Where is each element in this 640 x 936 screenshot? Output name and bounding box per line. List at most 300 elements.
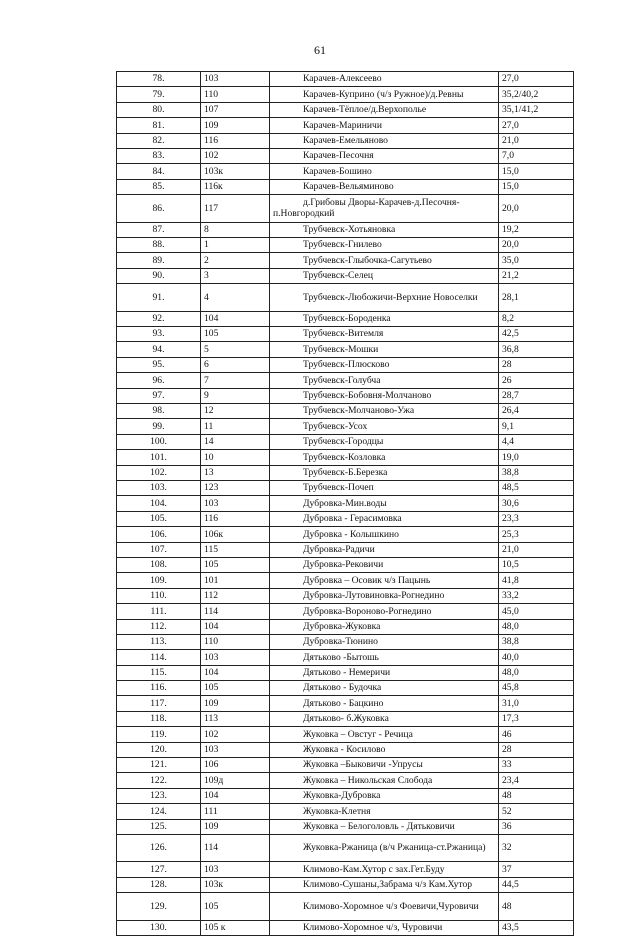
row-number-cell: 130. xyxy=(117,920,201,935)
distance-cell: 36,8 xyxy=(499,342,574,357)
route-number-cell: 105 xyxy=(201,327,270,342)
route-name-text: Карачев-Алексеево xyxy=(303,73,382,85)
table-row xyxy=(117,342,574,357)
route-name-cell xyxy=(270,893,499,921)
route-name-text: Трубчевск-Молчаново-Ужа xyxy=(303,405,415,417)
route-name-cell xyxy=(270,419,499,434)
route-number-cell: 109 xyxy=(201,696,270,711)
distance-cell: 44,5 xyxy=(499,877,574,892)
route-number-cell: 101 xyxy=(201,573,270,588)
route-number-cell: 107 xyxy=(201,102,270,117)
table-row xyxy=(117,373,574,388)
route-name-text: Трубчевск-Любожичи-Верхние Новоселки xyxy=(303,291,478,303)
row-number-cell: 99. xyxy=(117,419,201,434)
route-name-text: Трубчевск-Плюсково xyxy=(303,359,390,371)
route-name-cell xyxy=(270,164,499,179)
row-number-cell: 107. xyxy=(117,542,201,557)
route-number-cell: 109 xyxy=(201,819,270,834)
route-number-cell: 13 xyxy=(201,465,270,480)
route-number-cell: 103 xyxy=(201,742,270,757)
table-row xyxy=(117,480,574,495)
row-number-cell: 84. xyxy=(117,164,201,179)
distance-cell: 46 xyxy=(499,727,574,742)
route-name-text: Дубровка-Мин.воды xyxy=(303,497,387,509)
row-number-cell: 91. xyxy=(117,284,201,312)
table-row xyxy=(117,588,574,603)
table-row xyxy=(117,834,574,862)
distance-cell: 7,0 xyxy=(499,148,574,163)
route-name-cell xyxy=(270,311,499,326)
route-number-cell: 106 xyxy=(201,758,270,773)
route-name-cell xyxy=(270,527,499,542)
route-name-cell xyxy=(270,133,499,148)
table-row xyxy=(117,419,574,434)
table-row xyxy=(117,804,574,819)
route-number-cell: 1 xyxy=(201,238,270,253)
route-name-text: Жуковка – Овстуг - Речица xyxy=(303,728,413,740)
row-number-cell: 129. xyxy=(117,893,201,921)
row-number-cell: 86. xyxy=(117,195,201,223)
table-row xyxy=(117,862,574,877)
route-name-cell xyxy=(270,72,499,87)
distance-cell: 48 xyxy=(499,893,574,921)
route-name-text: Жуковка – Никольская Слобода xyxy=(303,774,433,786)
route-name-text: Жуковка-Клетня xyxy=(303,805,371,817)
row-number-cell: 102. xyxy=(117,465,201,480)
route-number-cell: 14 xyxy=(201,434,270,449)
row-number-cell: 88. xyxy=(117,238,201,253)
table-row xyxy=(117,238,574,253)
table-row xyxy=(117,465,574,480)
route-number-cell: 109д xyxy=(201,773,270,788)
route-number-cell: 105 xyxy=(201,557,270,572)
route-name-cell xyxy=(270,557,499,572)
table-row xyxy=(117,758,574,773)
distance-cell: 48,0 xyxy=(499,619,574,634)
route-name-text: Климово-Кам.Хутор с зах.Гет.Буду xyxy=(303,863,445,875)
page-number: 61 xyxy=(314,43,326,57)
row-number-cell: 106. xyxy=(117,527,201,542)
route-name-cell xyxy=(270,357,499,372)
route-number-cell: 6 xyxy=(201,357,270,372)
route-name-cell xyxy=(270,268,499,283)
distance-cell: 45,8 xyxy=(499,681,574,696)
route-number-cell: 112 xyxy=(201,588,270,603)
distance-cell: 15,0 xyxy=(499,179,574,194)
route-number-cell: 11 xyxy=(201,419,270,434)
distance-cell: 21,0 xyxy=(499,542,574,557)
row-number-cell: 112. xyxy=(117,619,201,634)
route-name-cell xyxy=(270,434,499,449)
table-row xyxy=(117,634,574,649)
distance-cell: 30,6 xyxy=(499,496,574,511)
route-name-cell xyxy=(270,87,499,102)
route-name-text: Трубчевск-Усох xyxy=(303,420,368,432)
table-row xyxy=(117,179,574,194)
table-row xyxy=(117,681,574,696)
route-name-cell xyxy=(270,373,499,388)
route-number-cell: 102 xyxy=(201,148,270,163)
route-name-text: Трубчевск-Хотьяновка xyxy=(303,224,396,236)
route-name-cell xyxy=(270,342,499,357)
row-number-cell: 125. xyxy=(117,819,201,834)
route-name-text: Дятьково - Немеричи xyxy=(303,667,391,679)
table-row xyxy=(117,511,574,526)
table-row xyxy=(117,650,574,665)
route-name-cell xyxy=(270,102,499,117)
row-number-cell: 111. xyxy=(117,604,201,619)
route-name-cell xyxy=(270,179,499,194)
distance-cell: 21,2 xyxy=(499,268,574,283)
distance-cell: 10,5 xyxy=(499,557,574,572)
table-row xyxy=(117,164,574,179)
route-name-text: Жуковка-Дубровка xyxy=(303,790,381,802)
route-name-cell xyxy=(270,253,499,268)
table-row xyxy=(117,87,574,102)
table-row xyxy=(117,388,574,403)
table-row xyxy=(117,311,574,326)
table-row xyxy=(117,450,574,465)
route-number-cell: 8 xyxy=(201,222,270,237)
row-number-cell: 90. xyxy=(117,268,201,283)
row-number-cell: 118. xyxy=(117,711,201,726)
table-row xyxy=(117,72,574,87)
row-number-cell: 100. xyxy=(117,434,201,449)
route-number-cell: 111 xyxy=(201,804,270,819)
route-name-text: Жуковка –Быковичи -Упрусы xyxy=(303,759,423,771)
route-name-text: Трубчевск-Бобовня-Молчаново xyxy=(303,390,432,402)
route-number-cell: 116к xyxy=(201,179,270,194)
routes-table xyxy=(116,71,574,936)
route-name-text: Дятьково- б.Жуковка xyxy=(303,713,389,725)
route-name-text: Жуковка – Белоголовль - Дятьковичи xyxy=(303,820,455,832)
route-number-cell: 114 xyxy=(201,834,270,862)
distance-cell: 35,1/41,2 xyxy=(499,102,574,117)
route-name-cell xyxy=(270,819,499,834)
row-number-cell: 85. xyxy=(117,179,201,194)
distance-cell: 28,7 xyxy=(499,388,574,403)
table-row xyxy=(117,102,574,117)
distance-cell: 9,1 xyxy=(499,419,574,434)
route-name-cell xyxy=(270,542,499,557)
table-row xyxy=(117,727,574,742)
route-name-cell xyxy=(270,650,499,665)
distance-cell: 20,0 xyxy=(499,195,574,223)
table-row xyxy=(117,788,574,803)
route-number-cell: 103 xyxy=(201,72,270,87)
route-name-cell xyxy=(270,727,499,742)
row-number-cell: 79. xyxy=(117,87,201,102)
route-name-cell xyxy=(270,619,499,634)
route-name-cell xyxy=(270,634,499,649)
table-row xyxy=(117,496,574,511)
route-number-cell: 104 xyxy=(201,619,270,634)
route-name-cell xyxy=(270,404,499,419)
row-number-cell: 117. xyxy=(117,696,201,711)
route-number-cell: 105 xyxy=(201,893,270,921)
route-name-cell xyxy=(270,711,499,726)
route-name-text: Дятьково - Бацкино xyxy=(303,697,384,709)
row-number-cell: 108. xyxy=(117,557,201,572)
table-row xyxy=(117,920,574,935)
row-number-cell: 96. xyxy=(117,373,201,388)
table-row xyxy=(117,268,574,283)
route-name-text: Жуковка-Ржаница (в/ч Ржаница-ст.Ржаница) xyxy=(303,842,486,854)
route-name-text: Дубровка-Рековичи xyxy=(303,559,384,571)
route-name-cell xyxy=(270,862,499,877)
route-number-cell: 114 xyxy=(201,604,270,619)
row-number-cell: 124. xyxy=(117,804,201,819)
table-row xyxy=(117,773,574,788)
distance-cell: 48,5 xyxy=(499,480,574,495)
distance-cell: 48 xyxy=(499,788,574,803)
table-row xyxy=(117,357,574,372)
distance-cell: 48,0 xyxy=(499,665,574,680)
route-number-cell: 110 xyxy=(201,87,270,102)
distance-cell: 15,0 xyxy=(499,164,574,179)
distance-cell: 19,2 xyxy=(499,222,574,237)
route-name-text: Дубровка-Вороново-Рогнедино xyxy=(303,605,432,617)
table-row xyxy=(117,893,574,921)
route-name-text: Трубчевск-Витемля xyxy=(303,328,384,340)
route-number-cell: 105 xyxy=(201,681,270,696)
route-name-cell xyxy=(270,920,499,935)
route-name-cell xyxy=(270,450,499,465)
table-row xyxy=(117,222,574,237)
route-number-cell: 103 xyxy=(201,496,270,511)
route-number-cell: 5 xyxy=(201,342,270,357)
distance-cell: 26 xyxy=(499,373,574,388)
distance-cell: 28 xyxy=(499,357,574,372)
route-name-cell xyxy=(270,742,499,757)
table-row xyxy=(117,133,574,148)
distance-cell: 36 xyxy=(499,819,574,834)
route-number-cell: 106к xyxy=(201,527,270,542)
row-number-cell: 93. xyxy=(117,327,201,342)
row-number-cell: 101. xyxy=(117,450,201,465)
route-name-cell xyxy=(270,665,499,680)
route-name-text: д.Грибовы Дворы-Карачев-д.Песочня-п.Новгородкий xyxy=(273,197,460,219)
route-name-cell xyxy=(270,681,499,696)
route-name-text: Трубчевск-Голубча xyxy=(303,374,381,386)
route-name-cell xyxy=(270,877,499,892)
row-number-cell: 83. xyxy=(117,148,201,163)
route-name-cell xyxy=(270,604,499,619)
distance-cell: 17,3 xyxy=(499,711,574,726)
route-name-cell xyxy=(270,758,499,773)
row-number-cell: 82. xyxy=(117,133,201,148)
route-number-cell: 109 xyxy=(201,118,270,133)
route-number-cell: 3 xyxy=(201,268,270,283)
route-name-cell xyxy=(270,696,499,711)
route-name-cell xyxy=(270,238,499,253)
route-number-cell: 115 xyxy=(201,542,270,557)
distance-cell: 52 xyxy=(499,804,574,819)
row-number-cell: 126. xyxy=(117,834,201,862)
table-row xyxy=(117,253,574,268)
route-name-text: Трубчевск-Городцы xyxy=(303,436,384,448)
row-number-cell: 116. xyxy=(117,681,201,696)
table-row xyxy=(117,696,574,711)
row-number-cell: 128. xyxy=(117,877,201,892)
route-number-cell: 116 xyxy=(201,133,270,148)
table-row xyxy=(117,404,574,419)
row-number-cell: 120. xyxy=(117,742,201,757)
table-row xyxy=(117,148,574,163)
table-row xyxy=(117,118,574,133)
route-number-cell: 7 xyxy=(201,373,270,388)
route-number-cell: 103 xyxy=(201,650,270,665)
distance-cell: 42,5 xyxy=(499,327,574,342)
route-number-cell: 103к xyxy=(201,164,270,179)
table-row xyxy=(117,742,574,757)
row-number-cell: 115. xyxy=(117,665,201,680)
row-number-cell: 119. xyxy=(117,727,201,742)
table-row xyxy=(117,819,574,834)
route-name-text: Климово-Хоромное ч/з Фоевичи,Чуровичи xyxy=(303,900,479,912)
table-row xyxy=(117,573,574,588)
distance-cell: 23,4 xyxy=(499,773,574,788)
row-number-cell: 109. xyxy=(117,573,201,588)
route-name-text: Карачев-Вельяминово xyxy=(303,181,394,193)
route-name-text: Трубчевск-Мошки xyxy=(303,343,379,355)
distance-cell: 19,0 xyxy=(499,450,574,465)
route-number-cell: 104 xyxy=(201,311,270,326)
row-number-cell: 127. xyxy=(117,862,201,877)
distance-cell: 38,8 xyxy=(499,634,574,649)
row-number-cell: 98. xyxy=(117,404,201,419)
route-name-cell xyxy=(270,465,499,480)
row-number-cell: 81. xyxy=(117,118,201,133)
row-number-cell: 114. xyxy=(117,650,201,665)
distance-cell: 45,0 xyxy=(499,604,574,619)
row-number-cell: 113. xyxy=(117,634,201,649)
distance-cell: 26,4 xyxy=(499,404,574,419)
route-number-cell: 102 xyxy=(201,727,270,742)
table-row xyxy=(117,527,574,542)
route-name-text: Трубчевск-Б.Березка xyxy=(303,466,388,478)
distance-cell: 41,8 xyxy=(499,573,574,588)
route-name-text: Трубчевск-Козловка xyxy=(303,451,386,463)
row-number-cell: 78. xyxy=(117,72,201,87)
route-name-text: Дубровка-Жуковка xyxy=(303,620,381,632)
routes-table-body xyxy=(117,72,574,936)
route-name-cell xyxy=(270,573,499,588)
route-number-cell: 110 xyxy=(201,634,270,649)
row-number-cell: 105. xyxy=(117,511,201,526)
route-number-cell: 117 xyxy=(201,195,270,223)
table-row xyxy=(117,711,574,726)
route-name-text: Карачев-Тёплое/д.Верхополье xyxy=(303,104,427,116)
distance-cell: 33,2 xyxy=(499,588,574,603)
route-name-cell xyxy=(270,118,499,133)
route-name-cell xyxy=(270,388,499,403)
distance-cell: 23,3 xyxy=(499,511,574,526)
route-name-text: Трубчевск-Гнилево xyxy=(303,239,382,251)
route-name-cell xyxy=(270,788,499,803)
distance-cell: 35,2/40,2 xyxy=(499,87,574,102)
route-name-text: Дубровка - Герасимовка xyxy=(303,513,402,525)
route-number-cell: 104 xyxy=(201,665,270,680)
table-row xyxy=(117,542,574,557)
route-name-cell xyxy=(270,511,499,526)
route-name-text: Карачев-Песочня xyxy=(303,150,374,162)
table-row xyxy=(117,195,574,223)
route-name-cell xyxy=(270,804,499,819)
row-number-cell: 110. xyxy=(117,588,201,603)
route-name-text: Жуковка - Косилово xyxy=(303,744,386,756)
route-name-text: Дятьково -Бытошь xyxy=(303,651,379,663)
route-number-cell: 105 к xyxy=(201,920,270,935)
route-name-text: Дубровка – Осовик ч/з Пацынь xyxy=(303,574,431,586)
distance-cell: 31,0 xyxy=(499,696,574,711)
route-name-cell xyxy=(270,834,499,862)
distance-cell: 21,0 xyxy=(499,133,574,148)
distance-cell: 20,0 xyxy=(499,238,574,253)
route-name-text: Карачев-Куприно (ч/з Ружное)/д.Ревны xyxy=(303,88,464,100)
route-name-cell xyxy=(270,588,499,603)
table-row xyxy=(117,665,574,680)
distance-cell: 25,3 xyxy=(499,527,574,542)
distance-cell: 32 xyxy=(499,834,574,862)
table-row xyxy=(117,557,574,572)
route-number-cell: 116 xyxy=(201,511,270,526)
route-name-cell xyxy=(270,496,499,511)
distance-cell: 43,5 xyxy=(499,920,574,935)
route-name-text: Климово-Сушаны,Забрама ч/з Кам.Хутор xyxy=(303,879,473,891)
table-row xyxy=(117,877,574,892)
distance-cell: 35,0 xyxy=(499,253,574,268)
route-name-text: Трубчевск-Почеп xyxy=(303,482,374,494)
route-name-text: Климово-Хоромное ч/з, Чуровичи xyxy=(303,922,443,934)
table-row xyxy=(117,434,574,449)
route-name-text: Дубровка-Лутовиновка-Рогнедино xyxy=(303,590,445,602)
route-name-text: Трубчевск-Селец xyxy=(303,270,373,282)
distance-cell: 33 xyxy=(499,758,574,773)
row-number-cell: 89. xyxy=(117,253,201,268)
route-name-text: Дубровка-Радичи xyxy=(303,543,375,555)
row-number-cell: 104. xyxy=(117,496,201,511)
route-name-text: Дубровка-Тюнино xyxy=(303,636,378,648)
distance-cell: 28 xyxy=(499,742,574,757)
row-number-cell: 97. xyxy=(117,388,201,403)
distance-cell: 40,0 xyxy=(499,650,574,665)
distance-cell: 4,4 xyxy=(499,434,574,449)
route-number-cell: 4 xyxy=(201,284,270,312)
distance-cell: 27,0 xyxy=(499,72,574,87)
route-name-cell xyxy=(270,480,499,495)
row-number-cell: 122. xyxy=(117,773,201,788)
route-name-text: Карачев-Бошино xyxy=(303,165,372,177)
route-number-cell: 113 xyxy=(201,711,270,726)
row-number-cell: 87. xyxy=(117,222,201,237)
table-row xyxy=(117,619,574,634)
table-row xyxy=(117,284,574,312)
route-number-cell: 103 xyxy=(201,862,270,877)
route-name-text: Трубчевск-Бороденка xyxy=(303,313,391,325)
route-name-cell xyxy=(270,327,499,342)
distance-cell: 37 xyxy=(499,862,574,877)
route-name-text: Дубровка - Колышкино xyxy=(303,528,399,540)
route-name-text: Дятьково - Будочка xyxy=(303,682,382,694)
route-number-cell: 104 xyxy=(201,788,270,803)
route-name-cell xyxy=(270,148,499,163)
row-number-cell: 95. xyxy=(117,357,201,372)
route-name-text: Трубчевск-Глыбочка-Сагутьево xyxy=(303,254,432,266)
route-name-cell xyxy=(270,773,499,788)
route-number-cell: 123 xyxy=(201,480,270,495)
route-number-cell: 2 xyxy=(201,253,270,268)
